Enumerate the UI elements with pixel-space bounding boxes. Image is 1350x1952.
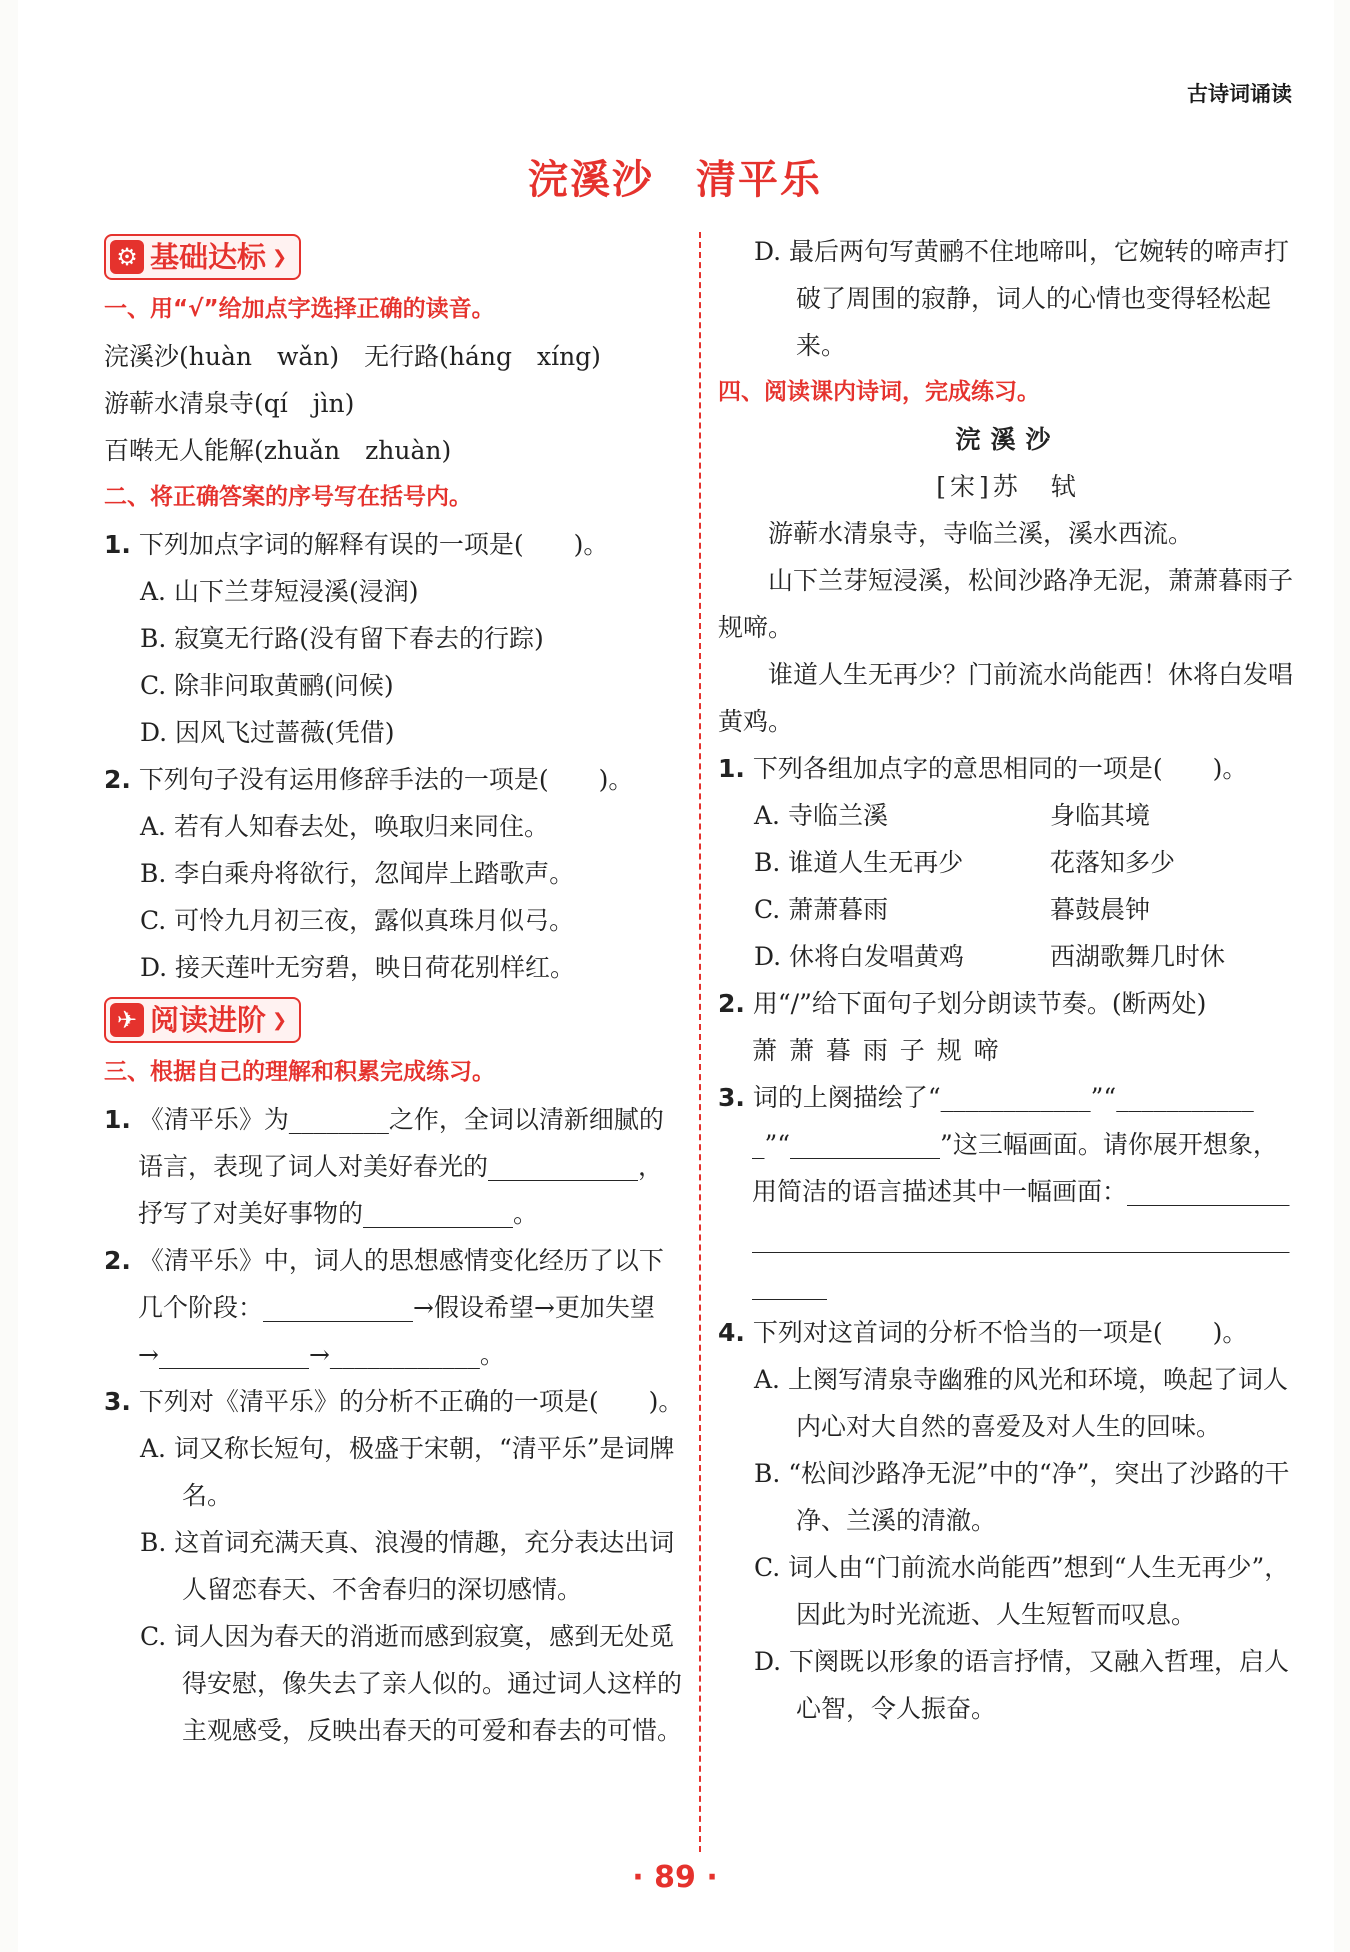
poem-line: 山下兰芽短浸溪，松间沙路净无泥，萧萧暮雨子规啼。 xyxy=(718,566,1294,642)
option: D. 最后两句写黄鹂不住地啼叫，它婉转的啼声打破了周围的寂静，词人的心情也变得轻松起来。 xyxy=(754,237,1290,360)
question-4-1 xyxy=(718,745,1298,792)
chevron-right-icon: ❯ xyxy=(272,246,288,268)
option: C. 词人由“门前流水尚能西”想到“人生无再少”，因此为时光流逝、人生短暂而叹息。 xyxy=(754,1553,1290,1629)
question-number: 2. xyxy=(104,1246,131,1275)
option: B. 这首词充满天真、浪漫的情趣，充分表达出词人留恋春天、不舍春归的深切感情。 xyxy=(140,1528,675,1604)
question-stem: 下列对《清平乐》的分析不正确的一项是( )。 xyxy=(138,1387,684,1416)
option: B. 李白乘舟将欲行，忽闻岸上踏歌声。 xyxy=(140,859,575,888)
question-number: 1. xyxy=(104,530,131,559)
option: D. 接天莲叶无穷碧，映日荷花别样红。 xyxy=(140,953,576,982)
option-pair xyxy=(718,933,1298,980)
question-2-2 xyxy=(104,756,684,803)
option-left: D. 休将白发唱黄鸡 xyxy=(754,942,965,971)
option: C. 可怜九月初三夜，露似真珠月似弓。 xyxy=(140,906,575,935)
option: B. 寂寞无行路(没有留下春去的行踪) xyxy=(140,624,544,653)
question-number: 3. xyxy=(104,1387,131,1416)
question-text: 词的上阕描绘了“____________”“____________”“____________”这三幅画面。请你展开想象，用简洁的语言描述其中一幅画面：______________________________________________________________ xyxy=(752,1083,1290,1300)
option: B. “松间沙路净无泥”中的“净”，突出了沙路的干净、兰溪的清澈。 xyxy=(754,1459,1290,1535)
question-2-1 xyxy=(104,521,684,568)
option-left: C. 萧萧暮雨 xyxy=(754,895,889,924)
option: A. 词又称长短句，极盛于宋朝，“清平乐”是词牌名。 xyxy=(140,1434,675,1510)
option-pair xyxy=(718,792,1298,839)
badge-basic-label: 基础达标 xyxy=(150,239,267,274)
section-4-title: 四、阅读课内诗词，完成练习。 xyxy=(718,379,1040,405)
question-number: 1. xyxy=(718,754,745,783)
section-3-title: 三、根据自己的理解和积累完成练习。 xyxy=(104,1059,495,1085)
question-stem: 下列句子没有运用修辞手法的一项是( )。 xyxy=(138,765,634,794)
question-number: 1. xyxy=(104,1105,131,1134)
question-number: 2. xyxy=(104,765,131,794)
poem-line: 谁道人生无再少？门前流水尚能西！休将白发唱黄鸡。 xyxy=(718,660,1294,736)
question-3-2 xyxy=(104,1237,684,1378)
right-column xyxy=(718,228,1298,1732)
section-1-title: 一、用“√”给加点字选择正确的读音。 xyxy=(104,296,495,322)
option-right: 西湖歌舞几时休 xyxy=(1050,942,1226,971)
page-title: 浣溪沙 清平乐 xyxy=(528,157,822,203)
chevron-right-icon: ❯ xyxy=(272,1009,288,1031)
poem-line: 游蕲水清泉寺，寺临兰溪，溪水西流。 xyxy=(768,519,1194,548)
question-3-3 xyxy=(104,1378,684,1425)
option: D. 下阕既以形象的语言抒情，又融入哲理，启人心智，令人振奋。 xyxy=(754,1647,1290,1723)
option: C. 除非问取黄鹂(问候) xyxy=(140,671,394,700)
question-4-2 xyxy=(718,980,1298,1027)
page-number: · 89 · xyxy=(632,1860,718,1895)
option-pair xyxy=(718,839,1298,886)
question-number: 2. xyxy=(718,989,745,1018)
question-3-1 xyxy=(104,1096,684,1237)
s1-line-3: 百啭无人能解(zhuǎn zhuàn) xyxy=(104,436,452,465)
badge-advanced-label: 阅读进阶 xyxy=(150,1002,267,1037)
question-number: 4. xyxy=(718,1318,745,1347)
question-stem: 下列对这首词的分析不恰当的一项是( )。 xyxy=(752,1318,1248,1347)
poem-author: [宋]苏 轼 xyxy=(936,472,1080,501)
left-column xyxy=(104,228,684,1754)
option: A. 上阕写清泉寺幽雅的风光和环境，唤起了词人内心对大自然的喜爱及对人生的回味。 xyxy=(754,1365,1288,1441)
option: A. 山下兰芽短浸溪(浸润) xyxy=(140,577,419,606)
question-stem: 下列加点字词的解释有误的一项是( )。 xyxy=(138,530,609,559)
header-tag: 古诗词诵读 xyxy=(1187,82,1292,106)
poem-title: 浣溪沙 xyxy=(955,425,1061,454)
option: D. 因风飞过蔷薇(凭借) xyxy=(140,718,395,747)
column-divider xyxy=(699,232,701,1852)
option: A. 若有人知春去处，唤取归来同住。 xyxy=(140,812,549,841)
option-left: A. 寺临兰溪 xyxy=(754,801,888,830)
question-4-4 xyxy=(718,1309,1298,1356)
option-left: B. 谁道人生无再少 xyxy=(754,848,964,877)
badge-basic xyxy=(104,234,301,280)
question-number: 3. xyxy=(718,1083,745,1112)
question-text: 《清平乐》中，词人的思想感情变化经历了以下几个阶段：____________→假设希望→更加失望→____________→____________。 xyxy=(138,1246,664,1369)
option-right: 身临其境 xyxy=(1050,801,1151,830)
rhythm-line: 萧 萧 暮 雨 子 规 啼 xyxy=(752,1036,1001,1065)
s1-line-1: 浣溪沙(huàn wǎn) 无行路(háng xíng) xyxy=(104,342,601,371)
question-4-3 xyxy=(718,1074,1298,1309)
runner-icon: ✈ xyxy=(110,1003,144,1037)
option-right: 花落知多少 xyxy=(1050,848,1176,877)
section-2-title: 二、将正确答案的序号写在括号内。 xyxy=(104,484,472,510)
question-text: 《清平乐》为________之作，全词以清新细腻的语言，表现了词人对美好春光的____________，抒写了对美好事物的____________。 xyxy=(138,1105,664,1228)
option-right: 暮鼓晨钟 xyxy=(1050,895,1151,924)
gear-icon: ⚙ xyxy=(110,240,144,274)
question-stem: 用“/”给下面句子划分朗读节奏。(断两处) xyxy=(752,989,1207,1018)
badge-advanced xyxy=(104,997,301,1043)
option-pair xyxy=(718,886,1298,933)
option: C. 词人因为春天的消逝而感到寂寞，感到无处觅得安慰，像失去了亲人似的。通过词人这样的主观感受，反映出春天的可爱和春去的可惜。 xyxy=(140,1622,683,1745)
s1-line-2: 游蕲水清泉寺(qí jìn) xyxy=(104,389,355,418)
question-stem: 下列各组加点字的意思相同的一项是( )。 xyxy=(752,754,1248,783)
